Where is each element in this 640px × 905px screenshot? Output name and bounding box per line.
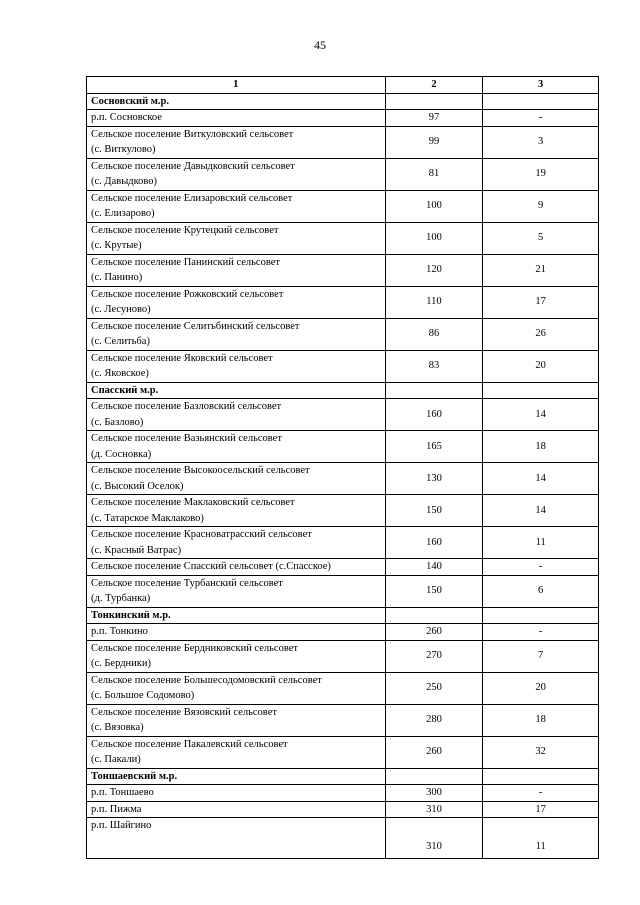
settlement-cell [87, 818, 386, 859]
settlement-cell [87, 640, 386, 672]
settlement-name: Сельское поселение Пакалевский сельсовет [91, 738, 288, 750]
settlement-center: (с. Большое Содомово) [91, 690, 195, 701]
column-header-3: 3 [483, 77, 599, 94]
value-column-3: 14 [483, 495, 599, 527]
value-column-3: 11 [483, 527, 599, 559]
value-column-3: 18 [483, 431, 599, 463]
settlement-center: (с. Селитьба) [91, 336, 150, 347]
table-row [87, 640, 599, 672]
value-column-3: 32 [483, 736, 599, 768]
settlement-name: р.п. Тоншаево [91, 787, 154, 798]
table-row [87, 286, 599, 318]
table-row [87, 785, 599, 802]
settlement-cell [87, 399, 386, 431]
value-column-3: 20 [483, 672, 599, 704]
settlement-name: Сельское поселение Бердниковский сельсовет [91, 642, 298, 654]
settlement-center: (с. Пакали) [91, 754, 141, 765]
page-number: 45 [314, 38, 326, 52]
value-column-2: 310 [385, 818, 483, 859]
settlement-name: Сельское поселение Елизаровский сельсовет [91, 192, 293, 204]
settlement-center: (с. Панино) [91, 272, 143, 283]
empty-cell [483, 768, 599, 785]
value-column-2: 120 [385, 254, 483, 286]
settlement-name: Сельское поселение Яковский сельсовет [91, 352, 273, 364]
value-column-2: 97 [385, 110, 483, 127]
value-column-3: - [483, 624, 599, 641]
settlement-cell [87, 463, 386, 495]
value-column-2: 260 [385, 736, 483, 768]
value-column-3: - [483, 785, 599, 802]
value-column-2: 86 [385, 318, 483, 350]
value-column-2: 110 [385, 286, 483, 318]
value-column-2: 83 [385, 350, 483, 382]
settlement-name: Сельское поселение Крутецкий сельсовет [91, 224, 279, 236]
value-column-2: 300 [385, 785, 483, 802]
table-row [87, 495, 599, 527]
value-column-3: 14 [483, 463, 599, 495]
table-header-row [87, 77, 599, 94]
settlement-center: (с. Вязовка) [91, 722, 144, 733]
value-column-2: 81 [385, 158, 483, 190]
settlement-center: (с. Высокий Оселок) [91, 480, 184, 492]
settlement-name: р.п. Шайгино [91, 820, 152, 831]
settlement-cell [87, 286, 386, 318]
settlement-center: (д. Турбанка) [91, 593, 151, 604]
settlement-center: (с. Давыдково) [91, 176, 158, 187]
value-column-2: 260 [385, 624, 483, 641]
settlement-cell [87, 704, 386, 736]
settlement-cell [87, 559, 386, 576]
table-row [87, 704, 599, 736]
settlement-name: р.п. Пижма [91, 803, 142, 815]
value-column-2: 270 [385, 640, 483, 672]
value-column-3: 21 [483, 254, 599, 286]
settlement-center: (с. Яковское) [91, 368, 149, 379]
value-column-2: 280 [385, 704, 483, 736]
table-row [87, 350, 599, 382]
empty-cell [385, 607, 483, 624]
settlement-cell [87, 801, 386, 818]
table-row [87, 222, 599, 254]
settlement-name: Сельское поселение Базловский сельсовет [91, 401, 282, 412]
value-column-3: 20 [483, 350, 599, 382]
column-header-1: 1 [87, 77, 386, 94]
district-name: Спасский м.р. [87, 382, 386, 399]
value-column-2: 99 [385, 126, 483, 158]
table-row [87, 672, 599, 704]
table-row [87, 801, 599, 818]
value-column-3: 6 [483, 575, 599, 607]
settlement-name: р.п. Сосновское [91, 112, 162, 123]
value-column-2: 140 [385, 559, 483, 576]
section-header-row [87, 768, 599, 785]
settlement-cell [87, 318, 386, 350]
settlement-name: Сельское поселение Маклаковский сельсовет [91, 497, 295, 508]
settlement-center: (с. Базлово) [91, 416, 144, 428]
table-row [87, 126, 599, 158]
table-row [87, 575, 599, 607]
settlement-cell [87, 222, 386, 254]
settlement-center: (с. Лесуново) [91, 304, 151, 315]
table-row [87, 399, 599, 431]
district-name: Тоншаевский м.р. [87, 768, 386, 785]
settlement-cell [87, 158, 386, 190]
empty-cell [483, 382, 599, 399]
value-column-2: 130 [385, 463, 483, 495]
section-header-row [87, 607, 599, 624]
settlement-name: Сельское поселение Рожковский сельсовет [91, 288, 284, 300]
table-row [87, 318, 599, 350]
settlement-name: Сельское поселение Селитьбинский сельсовет [91, 320, 300, 332]
settlement-name: Сельское поселение Вязовский сельсовет [91, 706, 277, 718]
settlements-table [86, 76, 599, 859]
value-column-3: 19 [483, 158, 599, 190]
column-header-2: 2 [385, 77, 483, 94]
settlement-name: Сельское поселение Красноватрасский сельсовет [91, 529, 312, 540]
value-column-3: - [483, 559, 599, 576]
table-row [87, 463, 599, 495]
settlement-center: (с. Красный Ватрас) [91, 544, 182, 556]
settlement-center: (с. Татарское Маклаково) [91, 512, 204, 524]
settlement-center: (с. Бердники) [91, 658, 152, 669]
settlement-name: Сельское поселение Давыдковский сельсовет [91, 160, 295, 172]
table-row [87, 158, 599, 190]
value-column-2: 100 [385, 222, 483, 254]
value-column-2: 150 [385, 575, 483, 607]
settlement-name: Сельское поселение Большесодомовский сельсовет [91, 674, 322, 686]
value-column-3: 7 [483, 640, 599, 672]
value-column-3: - [483, 110, 599, 127]
empty-cell [483, 607, 599, 624]
settlement-center: (с. Виткулово) [91, 144, 156, 155]
settlement-cell [87, 110, 386, 127]
value-column-3: 17 [483, 286, 599, 318]
value-column-2: 100 [385, 190, 483, 222]
empty-cell [385, 93, 483, 110]
table-row [87, 559, 599, 576]
district-name: Сосновский м.р. [87, 93, 386, 110]
settlement-name: Сельское поселение Виткуловский сельсовет [91, 128, 294, 140]
section-header-row [87, 93, 599, 110]
settlement-center: (с. Крутые) [91, 240, 142, 251]
district-name: Тонкинский м.р. [87, 607, 386, 624]
settlement-name: Сельское поселение Высокоосельский сельсовет [91, 465, 310, 476]
table-row [87, 624, 599, 641]
settlement-name: Сельское поселение Вазьянский сельсовет [91, 433, 282, 444]
settlement-center: (д. Сосновка) [91, 448, 152, 460]
settlement-cell [87, 672, 386, 704]
settlement-cell [87, 126, 386, 158]
value-column-2: 310 [385, 801, 483, 818]
settlement-cell [87, 736, 386, 768]
value-column-3: 14 [483, 399, 599, 431]
settlement-cell [87, 624, 386, 641]
value-column-3: 3 [483, 126, 599, 158]
settlement-name: Сельское поселение Спасский сельсовет (с.Спасское) [91, 561, 331, 572]
section-header-row [87, 382, 599, 399]
value-column-2: 150 [385, 495, 483, 527]
value-column-3: 11 [483, 818, 599, 859]
settlement-name: Сельское поселение Турбанский сельсовет [91, 577, 283, 589]
value-column-2: 160 [385, 527, 483, 559]
value-column-2: 250 [385, 672, 483, 704]
settlement-cell [87, 527, 386, 559]
table-row [87, 736, 599, 768]
empty-cell [483, 93, 599, 110]
settlement-name: р.п. Тонкино [91, 626, 148, 637]
table-row [87, 190, 599, 222]
table-row [87, 110, 599, 127]
table-body [87, 93, 599, 859]
value-column-3: 18 [483, 704, 599, 736]
table-row [87, 527, 599, 559]
settlement-cell [87, 431, 386, 463]
value-column-2: 165 [385, 431, 483, 463]
value-column-3: 5 [483, 222, 599, 254]
settlement-cell [87, 190, 386, 222]
table-row [87, 431, 599, 463]
settlement-center: (с. Елизарово) [91, 208, 155, 219]
value-column-3: 26 [483, 318, 599, 350]
settlement-cell [87, 350, 386, 382]
settlement-cell [87, 785, 386, 802]
settlement-cell [87, 575, 386, 607]
settlement-cell [87, 495, 386, 527]
value-column-3: 17 [483, 801, 599, 818]
empty-cell [385, 382, 483, 399]
empty-cell [385, 768, 483, 785]
settlement-name: Сельское поселение Панинский сельсовет [91, 256, 280, 268]
table-row [87, 254, 599, 286]
value-column-2: 160 [385, 399, 483, 431]
settlement-cell [87, 254, 386, 286]
value-column-3: 9 [483, 190, 599, 222]
table-row [87, 818, 599, 859]
